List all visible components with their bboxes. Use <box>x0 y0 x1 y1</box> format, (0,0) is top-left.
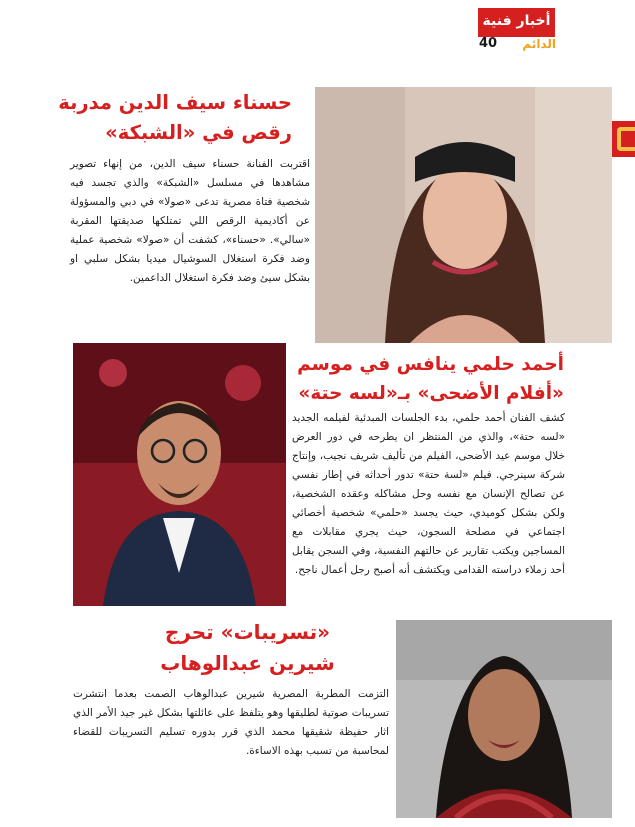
article1-title-line2: رقص في «الشبكة» <box>105 121 292 144</box>
page-number: 40 <box>479 36 498 51</box>
article2-photo <box>73 343 286 606</box>
article1-body: اقتربت الفنانة حسناء سيف الدين، من إنهاء تصوير مشاهدها في مسلسل «الشبكة» والذي تجسد فيه شخصية فتاة مصرية تدعى «صولا» في دبي والمسؤولة عن أكاديمية الرقص اللي تمتلكها صديقتها المقربة «سالي». «حسناء»، كشفت أن «صولا» شخصية عملية وضد فكرة استغلال السوشيال ميديا بشكل سلبي او بشكل سيئ وضد فكرة استغلال الداعمين. <box>70 158 310 284</box>
article3-photo <box>396 620 612 818</box>
article1-title-line1: حسناء سيف الدين مدربة <box>58 91 292 114</box>
article2-title-line1: أحمد حلمي ينافس في موسم <box>297 354 564 375</box>
magazine-logo: الدائم <box>522 37 556 51</box>
article3-title-line2: شيرين عبدالوهاب <box>160 651 335 675</box>
section-label: أخبار فنية <box>478 8 555 34</box>
article3-body: التزمت المطربة المصرية شيرين عبدالوهاب الصمت بعدما انتشرت تسريبات صوتية لطليقها وهو يتلفظ على عائلتها بشكل غير جيد الأمر الذي اثار حفيظة شقيقها محمد الذي قرر بدوره تسليم التسريبات للقضاء لمحاسبة من تسبب بهذه الاساءة. <box>73 688 389 757</box>
article2-title-line2: «أفلام الأضحى» بـ«لسه حتة» <box>298 383 564 404</box>
page-edge-tab-accent <box>617 127 635 151</box>
article3-title-line1: «تسريبات» تحرج <box>164 620 331 644</box>
article1-photo <box>315 87 612 343</box>
article2-body: كشف الفنان أحمد حلمي، بدء الجلسات المبدئية لفيلمه الجديد «لسه حتة»، والذي من المنتظر ان يطرحه في دور العرض خلال موسم عيد الأضحى، الفيلم من تأليف شريف نجيب، وإنتاج شركة سينرجي. فيلم «لسة حتة» تدور أحداثه في إطار نفسي عن تصالح الإنسان مع نفسه وحل مشاكله وعقده الشخصية، ولكن بشكل كوميدي، حيث يجسد «حلمي» شخصية أخصائي اجتماعي في مصلحة السجون، حيث يجري مقابلات مع المساجين ويكتب تقارير عن حالتهم النفسية، وفي السجن يقابل أحد زملاء دراسته القدامى ويكتشف أنه أصبح رجل أعمال ناجح. <box>292 412 565 576</box>
